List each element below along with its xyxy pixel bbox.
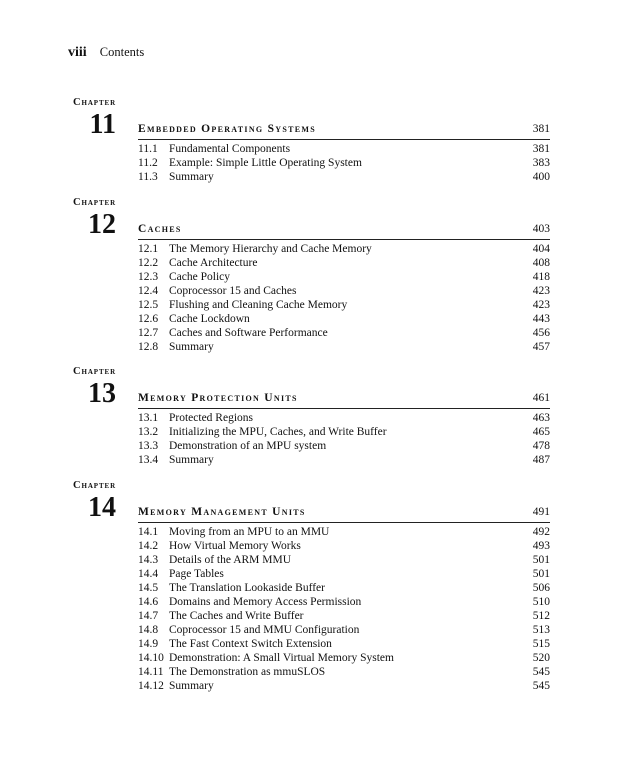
section-number: 14.5 [138, 582, 159, 594]
section-page-number: 493 [532, 540, 550, 552]
section-title: Cache Lockdown [169, 313, 250, 325]
section-number: 14.11 [138, 666, 164, 678]
chapter-label: Chapter [73, 97, 117, 108]
section-number: 14.8 [138, 624, 159, 636]
section-page-number: 404 [532, 243, 550, 255]
section-page-number: 478 [532, 440, 550, 452]
section-title: Protected Regions [169, 412, 253, 424]
section-page-number: 408 [532, 257, 550, 269]
section-entry[interactable] [138, 411, 550, 425]
section-page-number: 463 [532, 412, 550, 424]
chapter-page-number: 403 [532, 223, 550, 235]
section-page-number: 501 [532, 554, 550, 566]
section-number: 14.6 [138, 596, 159, 608]
section-page-number: 418 [532, 271, 550, 283]
chapter-title[interactable]: Embedded Operating Systems [138, 123, 316, 135]
section-entry[interactable] [138, 270, 550, 284]
section-number: 11.2 [138, 157, 158, 169]
section-page-number: 423 [532, 285, 550, 297]
section-entry[interactable] [138, 665, 550, 679]
section-page-number: 513 [532, 624, 550, 636]
chapter-title[interactable]: Memory Management Units [138, 506, 306, 518]
section-title: The Translation Lookaside Buffer [169, 582, 325, 594]
chapter-rule [138, 408, 550, 409]
section-entry[interactable] [138, 242, 550, 256]
section-entry[interactable] [138, 637, 550, 651]
section-entry[interactable] [138, 170, 550, 184]
section-number: 14.3 [138, 554, 159, 566]
section-number: 12.5 [138, 299, 159, 311]
section-title: The Memory Hierarchy and Cache Memory [169, 243, 372, 255]
header-running-title: Contents [99, 45, 145, 59]
section-number: 12.6 [138, 313, 159, 325]
section-entry[interactable] [138, 553, 550, 567]
section-list [138, 242, 550, 354]
section-number: 13.4 [138, 454, 159, 466]
section-page-number: 515 [532, 638, 550, 650]
section-list [138, 142, 550, 184]
chapter-rule [138, 139, 550, 140]
section-page-number: 381 [532, 143, 550, 155]
section-title: Domains and Memory Access Permission [169, 596, 362, 608]
section-title: Caches and Software Performance [169, 327, 328, 339]
section-number: 14.2 [138, 540, 159, 552]
section-title: Coprocessor 15 and MMU Configuration [169, 624, 360, 636]
section-number: 13.2 [138, 426, 159, 438]
section-number: 14.1 [138, 526, 159, 538]
section-entry[interactable] [138, 326, 550, 340]
section-page-number: 545 [532, 666, 550, 678]
section-page-number: 465 [532, 426, 550, 438]
section-number: 14.12 [138, 680, 164, 692]
chapter-rule [138, 239, 550, 240]
section-entry[interactable] [138, 340, 550, 354]
section-title: The Fast Context Switch Extension [169, 638, 332, 650]
section-number: 12.8 [138, 341, 159, 353]
section-number: 14.10 [138, 652, 164, 664]
section-number: 13.3 [138, 440, 159, 452]
chapter-number: 12 [88, 209, 116, 240]
section-page-number: 443 [532, 313, 550, 325]
section-number: 12.1 [138, 243, 159, 255]
section-page-number: 423 [532, 299, 550, 311]
section-page-number: 545 [532, 680, 550, 692]
section-number: 14.4 [138, 568, 159, 580]
section-number: 14.7 [138, 610, 159, 622]
section-title: Coprocessor 15 and Caches [169, 285, 297, 297]
section-page-number: 492 [532, 526, 550, 538]
chapter-label: Chapter [73, 480, 117, 491]
section-entry[interactable] [138, 525, 550, 539]
section-entry[interactable] [138, 284, 550, 298]
section-title: Cache Architecture [169, 257, 258, 269]
section-title: Page Tables [169, 568, 224, 580]
section-page-number: 400 [532, 171, 550, 183]
chapter-page-number: 461 [532, 392, 550, 404]
chapter-label: Chapter [73, 197, 117, 208]
section-entry[interactable] [138, 567, 550, 581]
section-list [138, 411, 550, 467]
section-entry[interactable] [138, 256, 550, 270]
section-page-number: 512 [532, 610, 550, 622]
section-title: Initializing the MPU, Caches, and Write Buffer [169, 426, 387, 438]
chapter-label: Chapter [73, 366, 117, 377]
section-title: Moving from an MPU to an MMU [169, 526, 330, 538]
section-title: Summary [169, 454, 214, 466]
section-number: 14.9 [138, 638, 159, 650]
section-list [138, 525, 550, 693]
chapter-number: 13 [88, 378, 116, 409]
section-entry[interactable] [138, 651, 550, 665]
section-title: How Virtual Memory Works [169, 540, 301, 552]
section-entry[interactable] [138, 539, 550, 553]
section-title: Example: Simple Little Operating System [169, 157, 362, 169]
section-page-number: 456 [532, 327, 550, 339]
section-entry[interactable] [138, 156, 550, 170]
section-entry[interactable] [138, 581, 550, 595]
section-page-number: 457 [532, 341, 550, 353]
header-page-number: viii [68, 45, 87, 60]
section-entry[interactable] [138, 623, 550, 637]
section-title: Summary [169, 341, 214, 353]
section-entry[interactable] [138, 425, 550, 439]
chapter-number: 11 [89, 109, 116, 140]
section-title: Demonstration of an MPU system [169, 440, 327, 452]
chapter-page-number: 381 [532, 123, 550, 135]
section-entry[interactable] [138, 609, 550, 623]
chapter-number: 14 [88, 492, 116, 523]
section-page-number: 506 [532, 582, 550, 594]
section-number: 12.3 [138, 271, 159, 283]
section-entry[interactable] [138, 298, 550, 312]
chapter-title[interactable]: Memory Protection Units [138, 392, 298, 404]
section-page-number: 520 [532, 652, 550, 664]
section-entry[interactable] [138, 453, 550, 467]
section-title: The Demonstration as mmuSLOS [169, 666, 326, 678]
section-title: The Caches and Write Buffer [169, 610, 304, 622]
section-title: Summary [169, 680, 214, 692]
section-title: Demonstration: A Small Virtual Memory System [169, 652, 394, 664]
chapter-page-number: 491 [532, 506, 550, 518]
section-entry[interactable] [138, 439, 550, 453]
section-title: Flushing and Cleaning Cache Memory [169, 299, 348, 311]
chapter-title[interactable]: Caches [138, 223, 182, 235]
section-number: 11.3 [138, 171, 158, 183]
section-entry[interactable] [138, 595, 550, 609]
section-number: 11.1 [138, 143, 158, 155]
running-header [68, 45, 144, 61]
section-title: Fundamental Components [169, 143, 291, 155]
section-title: Summary [169, 171, 214, 183]
section-title: Details of the ARM MMU [169, 554, 292, 566]
section-title: Cache Policy [169, 271, 230, 283]
section-number: 12.7 [138, 327, 159, 339]
section-number: 12.4 [138, 285, 159, 297]
chapter-rule [138, 522, 550, 523]
section-page-number: 383 [532, 157, 550, 169]
section-number: 13.1 [138, 412, 159, 424]
section-entry[interactable] [138, 142, 550, 156]
section-page-number: 510 [532, 596, 550, 608]
section-number: 12.2 [138, 257, 159, 269]
section-page-number: 487 [532, 454, 550, 466]
section-page-number: 501 [532, 568, 550, 580]
section-entry[interactable] [138, 679, 550, 693]
section-entry[interactable] [138, 312, 550, 326]
